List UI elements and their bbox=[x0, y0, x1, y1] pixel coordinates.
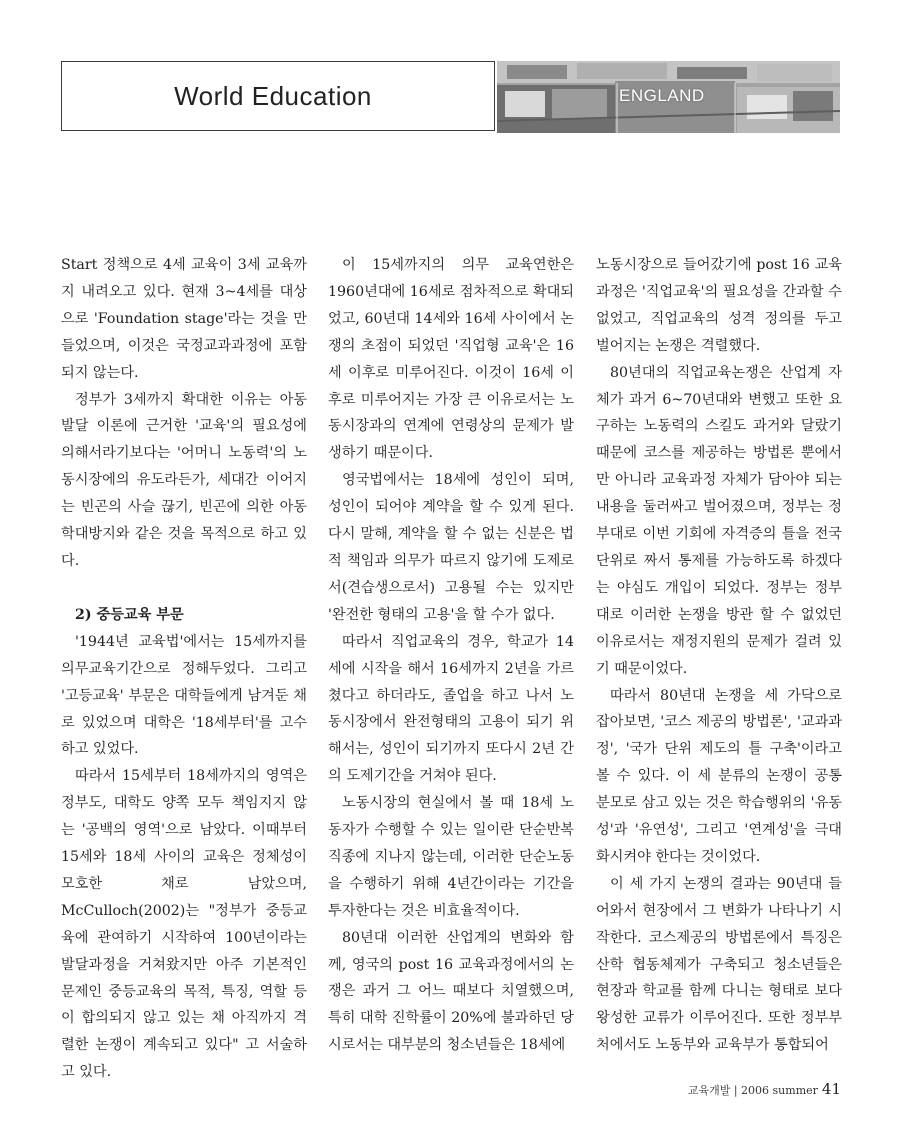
text-column-3 bbox=[596, 252, 842, 1059]
title-box bbox=[61, 61, 495, 131]
header-photo bbox=[497, 61, 840, 133]
text-column-2 bbox=[328, 252, 574, 1059]
paragraph: 노동시장으로 들어갔기에 post 16 교육과정은 '직업교육'의 필요성을 간과할 수 없었고, 직업교육의 성격 정의를 두고 벌어지는 논쟁은 격렬했다. bbox=[596, 257, 842, 354]
region-label: ENGLAND bbox=[619, 86, 705, 105]
paragraph: 정부가 3세까지 확대한 이유는 아동발달 이론에 근거한 '교육'의 필요성에 의해서라기보다는 '어머니 노동력'의 노동시장에의 유도라든가, 세대간 이어지는 빈곤의 사슬 끊기, 빈곤에 의한 아동 학대방지와 같은 것을 목적으로 하고 있다. bbox=[61, 391, 307, 569]
paragraph: 따라서 80년대 논쟁을 세 가닥으로 잡아보면, '코스 제공의 방법론', '교과과정', '국가 단위 제도의 틀 구축'이라고 볼 수 있다. 이 세 분류의 논쟁이 공통 분모로 삼고 있는 것은 학습행위의 '유동성'과 '유연성', 그리고 '연계성'을 극대화시켜야 한다는 것이었다. bbox=[596, 687, 842, 865]
section-title: World Education bbox=[174, 80, 372, 111]
page-number: 41 bbox=[821, 1080, 841, 1098]
paragraph: 영국법에서는 18세에 성인이 되며, 성인이 되어야 계약을 할 수 있게 된다. 다시 말해, 계약을 할 수 없는 신분은 법적 책임과 의무가 따르지 않기에 도제로서(견습생으로서) 고용될 수는 있지만 '완전한 형태의 고용'을 할 수가 없다. bbox=[328, 472, 574, 623]
text-column-1 bbox=[61, 252, 307, 1086]
spacer bbox=[61, 575, 307, 602]
paragraph: 따라서 15세부터 18세까지의 영역은 정부도, 대학도 양쪽 모두 책임지지 않는 '공백의 영역'으로 남았다. 이때부터 15세와 18세 사이의 교육은 정체성이 모호한 채로 남았으며, McCulloch(2002)는 "정부가 중등교육에 관여하기 시작하여 100년이라는 발달과정을 거쳐왔지만 아주 기본적인 문제인 중등교육의 목적, 특징, 역할 등이 합의되지 않고 있는 채 아직까지 격렬한 논쟁이 계속되고 있다" 고 서술하고 있다. bbox=[61, 768, 307, 1081]
paragraph: 따라서 직업교육의 경우, 학교가 14세에 시작을 해서 16세까지 2년을 가르쳤다고 하더라도, 졸업을 하고 나서 노동시장에서 완전형태의 고용이 되기 위해서는, 성인이 되기까지 또다시 2년 간의 도제기간을 거쳐야 된다. bbox=[328, 633, 574, 785]
paragraph: 이 세 가지 논쟁의 결과는 90년대 들어와서 현장에서 그 변화가 나타나기 시작한다. 코스제공의 방법론에서 특징은 산학 협동체제가 구축되고 청소년들은 현장과 학교를 함께 다니는 형태로 보다 왕성한 교류가 이루어진다. 또한 정부부처에서도 노동부와 교육부가 통합되어 bbox=[596, 875, 842, 1054]
paragraph: Start 정책으로 4세 교육이 3세 교육까지 내려오고 있다. 현재 3~4세를 대상으로 'Foundation stage'라는 것을 만들었으며, 이것은 국정교과과정에 포함되지 않는다. bbox=[61, 257, 307, 381]
page-header bbox=[61, 61, 840, 133]
paragraph: '1944년 교육법'에서는 15세까지를 의무교육기간으로 정해두었다. 그리고 '고등교육' 부문은 대학들에게 남겨둔 채로 있었으며 대학은 '18세부터'를 고수하고 있었다. bbox=[61, 633, 307, 758]
page-footer bbox=[688, 1080, 841, 1098]
subsection-heading: 2) 중등교육 부문 bbox=[75, 606, 184, 623]
paragraph: 80년대 이러한 산업계의 변화와 함께, 영국의 post 16 교육과정에서의 논쟁은 과거 그 어느 때보다 치열했으며, 특히 대학 진학률이 20%에 불과하던 당시로서는 대부분의 청소년들은 18세에 bbox=[328, 929, 574, 1054]
paragraph: 이 15세까지의 의무 교육연한은 1960년대에 16세로 점차적으로 확대되었고, 60년대 14세와 16세 사이에서 논쟁의 초점이 되었던 '직업형 교육'은 16세 이후로 미루어진다. 이것이 16세 이후로 미루어지는 가장 큰 이유로서는 노동시장과의 연계에 연령상의 문제가 발생하기 때문이다. bbox=[328, 257, 574, 462]
paragraph: 80년대의 직업교육논쟁은 산업계 자체가 과거 6~70년대와 변했고 또한 요구하는 노동력의 스킬도 과거와 달랐기 때문에 코스를 제공하는 방법론 뿐에서만 아니라 교육과정 자체가 담아야 되는 내용을 둘러싸고 벌어졌으며, 정부는 정부대로 이번 기회에 자격증의 틀을 전국 단위로 짜서 통제를 가능하도록 하겠다는 야심도 개입이 되었다. 정부는 정부대로 이러한 논쟁을 방관 할 수 없었던 이유로서는 재정지원의 문제가 걸려 있기 때문이었다. bbox=[596, 364, 842, 677]
paragraph: 노동시장의 현실에서 볼 때 18세 노동자가 수행할 수 있는 일이란 단순반복 직종에 지나지 않는데, 이러한 단순노동을 수행하기 위해 4년간이라는 기간을 투자한다는 것은 비효율적이다. bbox=[328, 795, 574, 919]
journal-label: 교육개발 | 2006 summer bbox=[687, 1084, 818, 1097]
